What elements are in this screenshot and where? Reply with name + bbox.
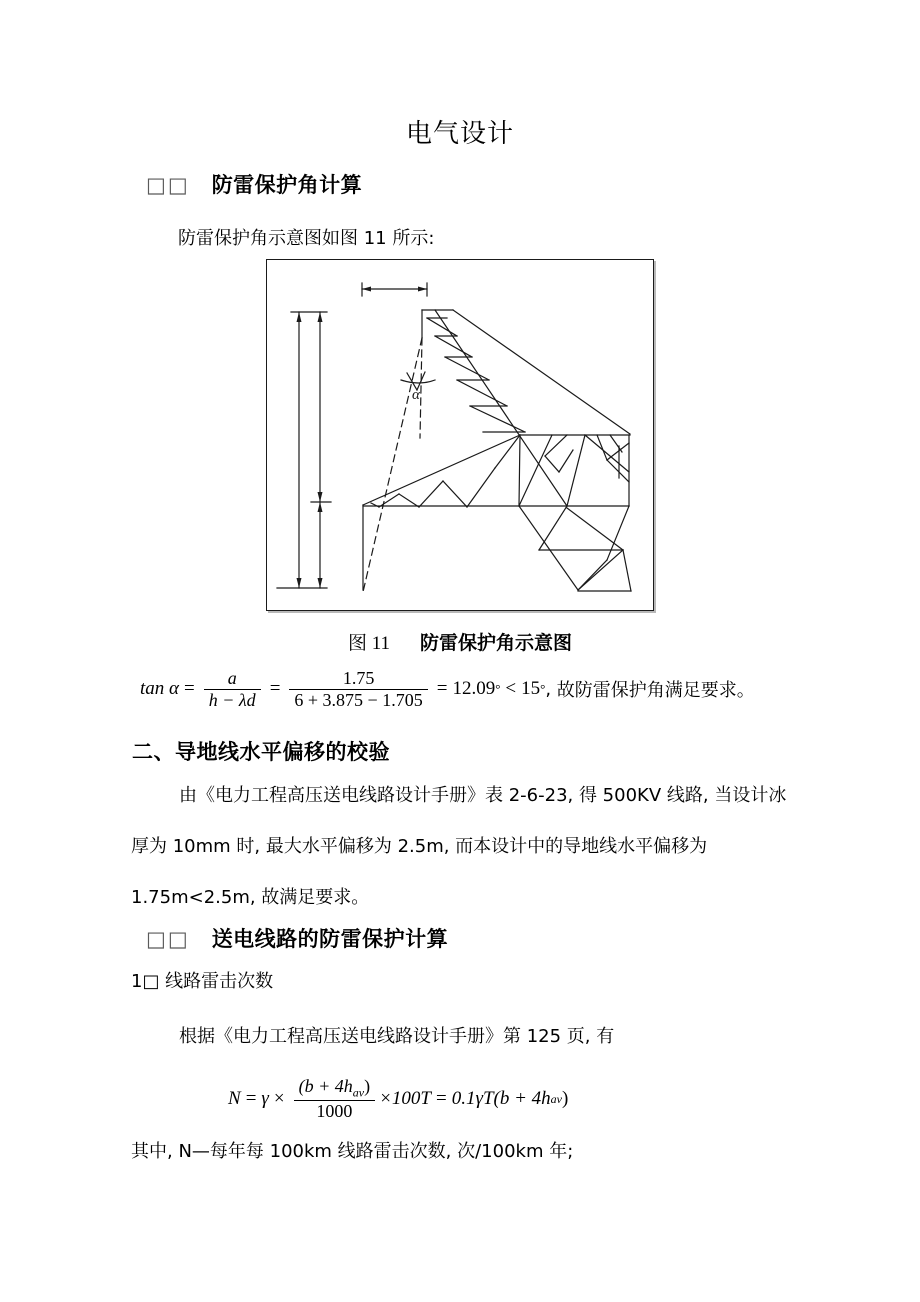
section-heading-2 — [132, 736, 390, 766]
formula2-N: N — [228, 1088, 241, 1110]
formula1-lhs: tan α — [140, 678, 180, 700]
section-2-line-3: 1.75m<2.5m, 故满足要求。 — [131, 887, 370, 908]
formula2-gamma: γ — [261, 1088, 269, 1110]
formula1-fraction-2 — [289, 668, 427, 710]
formula1-frac1-denominator: h − λd — [208, 689, 256, 710]
formula2-mid: ×100T — [379, 1088, 431, 1110]
formula2-times-1: × — [273, 1088, 285, 1110]
formula1-result-degree: ° — [495, 681, 501, 697]
formula2-num-close: ) — [364, 1076, 371, 1096]
figure-caption-label: 图 11 — [347, 633, 391, 654]
section-3-body: 根据《电力工程高压送电线路设计手册》第 125 页, 有 — [179, 1026, 615, 1047]
section-1-body: 防雷保护角示意图如图 11 所示: — [178, 228, 435, 249]
formula1-limit: 15 — [521, 678, 541, 700]
formula2-numerator — [294, 1076, 375, 1100]
figure-frame — [266, 259, 654, 611]
section-2-line-1: 由《电力工程高压送电线路设计手册》表 2-6-23, 得 500KV 线路, 当设计冰 — [179, 785, 787, 806]
formula2-num-subscript: av — [352, 1085, 365, 1100]
heading-tofu-marker: □□ — [146, 173, 190, 197]
section-heading-1-text: 防雷保护角计算 — [211, 173, 363, 197]
formula2-num-open: (b + 4h — [298, 1076, 353, 1096]
section-2-line-2: 厚为 10mm 时, 最大水平偏移为 2.5m, 而本设计中的导地线水平偏移为 — [131, 836, 708, 857]
formula2-variable-note: 其中, N—每年每 100km 线路雷击次数, 次/100km 年; — [131, 1141, 574, 1162]
formula1-frac2-denominator: 6 + 3.875 − 1.705 — [294, 689, 423, 710]
formula2-rhs-subscript: av — [550, 1091, 562, 1106]
figure-caption-text: 防雷保护角示意图 — [420, 632, 573, 654]
section-3-subheading: 1□ 线路雷击次数 — [131, 971, 274, 992]
section-heading-3-text: 送电线路的防雷保护计算 — [211, 927, 449, 951]
formula2-rhs: 0.1γT(b + 4h — [451, 1088, 551, 1110]
formula1-tail-text: 故防雷保护角满足要求。 — [556, 680, 755, 702]
formula1-result: 12.09 — [452, 678, 496, 700]
formula2-denominator: 1000 — [316, 1101, 353, 1122]
formula-lightning-strikes — [228, 1076, 568, 1122]
section-heading-2-text: 二、导地线水平偏移的校验 — [132, 740, 390, 764]
heading-3-tofu-marker: □□ — [146, 927, 190, 951]
section-heading-1 — [146, 169, 362, 199]
formula1-limit-degree: ° — [540, 681, 546, 697]
formula2-rhs-close: ) — [561, 1088, 569, 1110]
section-heading-3 — [146, 923, 448, 953]
formula1-fraction-1 — [204, 668, 261, 710]
formula2-eq-1: = — [245, 1088, 257, 1110]
formula1-frac2-numerator: 1.75 — [342, 668, 375, 688]
formula1-comparator: < — [505, 678, 517, 700]
formula2-eq-2: = — [435, 1088, 447, 1110]
formula-protection-angle: tan α = $\frac{a}{h - \lambda d}$ = $\frac{1.75}{6 + 3.875 - 1.705}$ = 12.09 ° < 15 ° , 故防雷保护角满足要求。 — [140, 668, 755, 710]
formula1-frac1-numerator: a — [227, 668, 237, 688]
angle-alpha-label: α — [412, 387, 420, 403]
page-title: 电气设计 — [405, 119, 514, 149]
figure-caption — [0, 628, 920, 655]
formula2-fraction — [294, 1076, 375, 1122]
lightning-protection-angle-diagram — [267, 260, 653, 610]
